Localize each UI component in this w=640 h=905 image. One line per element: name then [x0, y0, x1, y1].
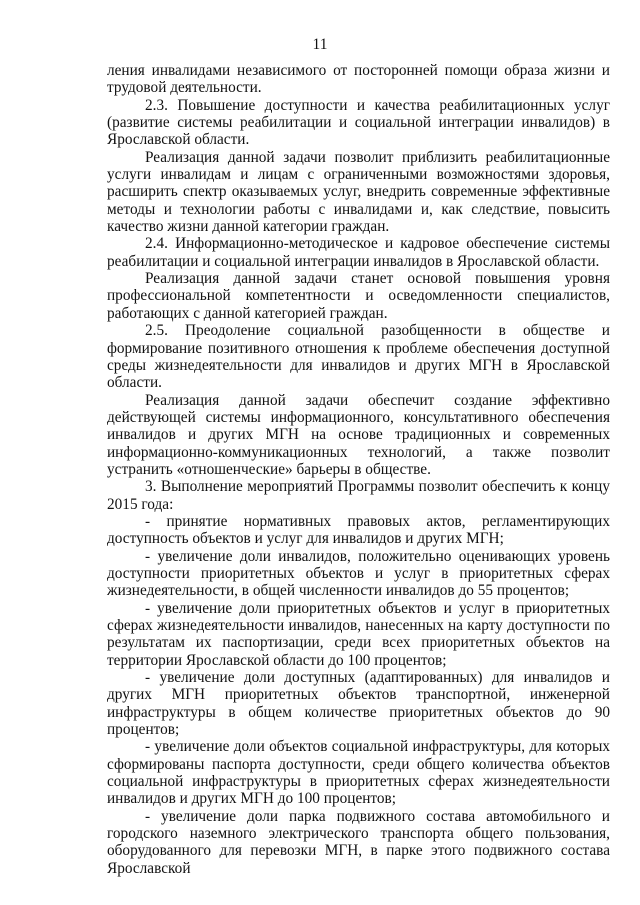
- paragraph: Реализация данной задачи обеспечит создание эффективно действующей системы информационного, консультативного обеспечения инвалидов и других МГН на основе традиционных и современных информационно-коммуникационных технологий, а также позволит устранить «отношенческие» барьеры в обществе.: [107, 391, 610, 478]
- paragraph: 2.4. Информационно-методическое и кадровое обеспечение системы реабилитации и социальной интеграции инвалидов в Ярославской области.: [107, 235, 610, 270]
- paragraph: - увеличение доли объектов социальной инфраструктуры, для которых сформированы паспорта доступности, среди общего количества объектов социальной инфраструктуры в приоритетных сферах жизнедеятельности инвалидов и других МГН до 100 процентов;: [107, 738, 610, 808]
- paragraph: - увеличение доли инвалидов, положительно оценивающих уровень доступности приоритетных объектов и услуг в приоритетных сферах жизнедеятельности, в общей численности инвалидов до 55 процентов;: [107, 547, 610, 600]
- paragraph: 2.3. Повышение доступности и качества реабилитационных услуг (развитие системы реабилитации и социальной интеграции инвалидов) в Ярославской области.: [107, 96, 610, 149]
- paragraph: Реализация данной задачи станет основой повышения уровня профессиональной компетентности и осведомленности специалистов, работающих с данной категорией граждан.: [107, 270, 610, 322]
- paragraph: - принятие нормативных правовых актов, регламентирующих доступность объектов и услуг для инвалидов и других МГН;: [107, 512, 610, 548]
- document-body: [107, 62, 610, 877]
- page-number: 11: [312, 36, 328, 53]
- paragraph: 2.5. Преодоление социальной разобщенности в обществе и формирование позитивного отношения к проблеме обеспечения доступной среды жизнедеятельности для инвалидов и других МГН в Ярославской области.: [107, 322, 610, 392]
- paragraph: 3. Выполнение мероприятий Программы позволит обеспечить к концу 2015 года:: [107, 478, 610, 513]
- paragraph: - увеличение доли доступных (адаптированных) для инвалидов и других МГН приоритетных объектов транспортной, инженерной инфраструктуры в общем количестве приоритетных объектов до 90 процентов;: [107, 669, 610, 739]
- paragraph: Реализация данной задачи позволит приблизить реабилитационные услуги инвалидам и лицам с ограниченными возможностями здоровья, расширить спектр оказываемых услуг, внедрить современные эффективные методы и технологии работы с инвалидами и, как следствие, повысить качество жизни данной категории граждан.: [107, 148, 610, 236]
- paragraph: - увеличение доли приоритетных объектов и услуг в приоритетных сферах жизнедеятельности инвалидов, нанесенных на карту доступности по результатам их паспортизации, среди всех приоритетных объектов на территории Ярославской области до 100 процентов;: [107, 599, 610, 669]
- paragraph: ления инвалидами независимого от посторонней помощи образа жизни и трудовой деятельности.: [107, 62, 610, 97]
- paragraph: - увеличение доли парка подвижного состава автомобильного и городского наземного электрического транспорта общего пользования, оборудованного для перевозки МГН, в парке этого подвижного состава Ярославской: [107, 807, 610, 877]
